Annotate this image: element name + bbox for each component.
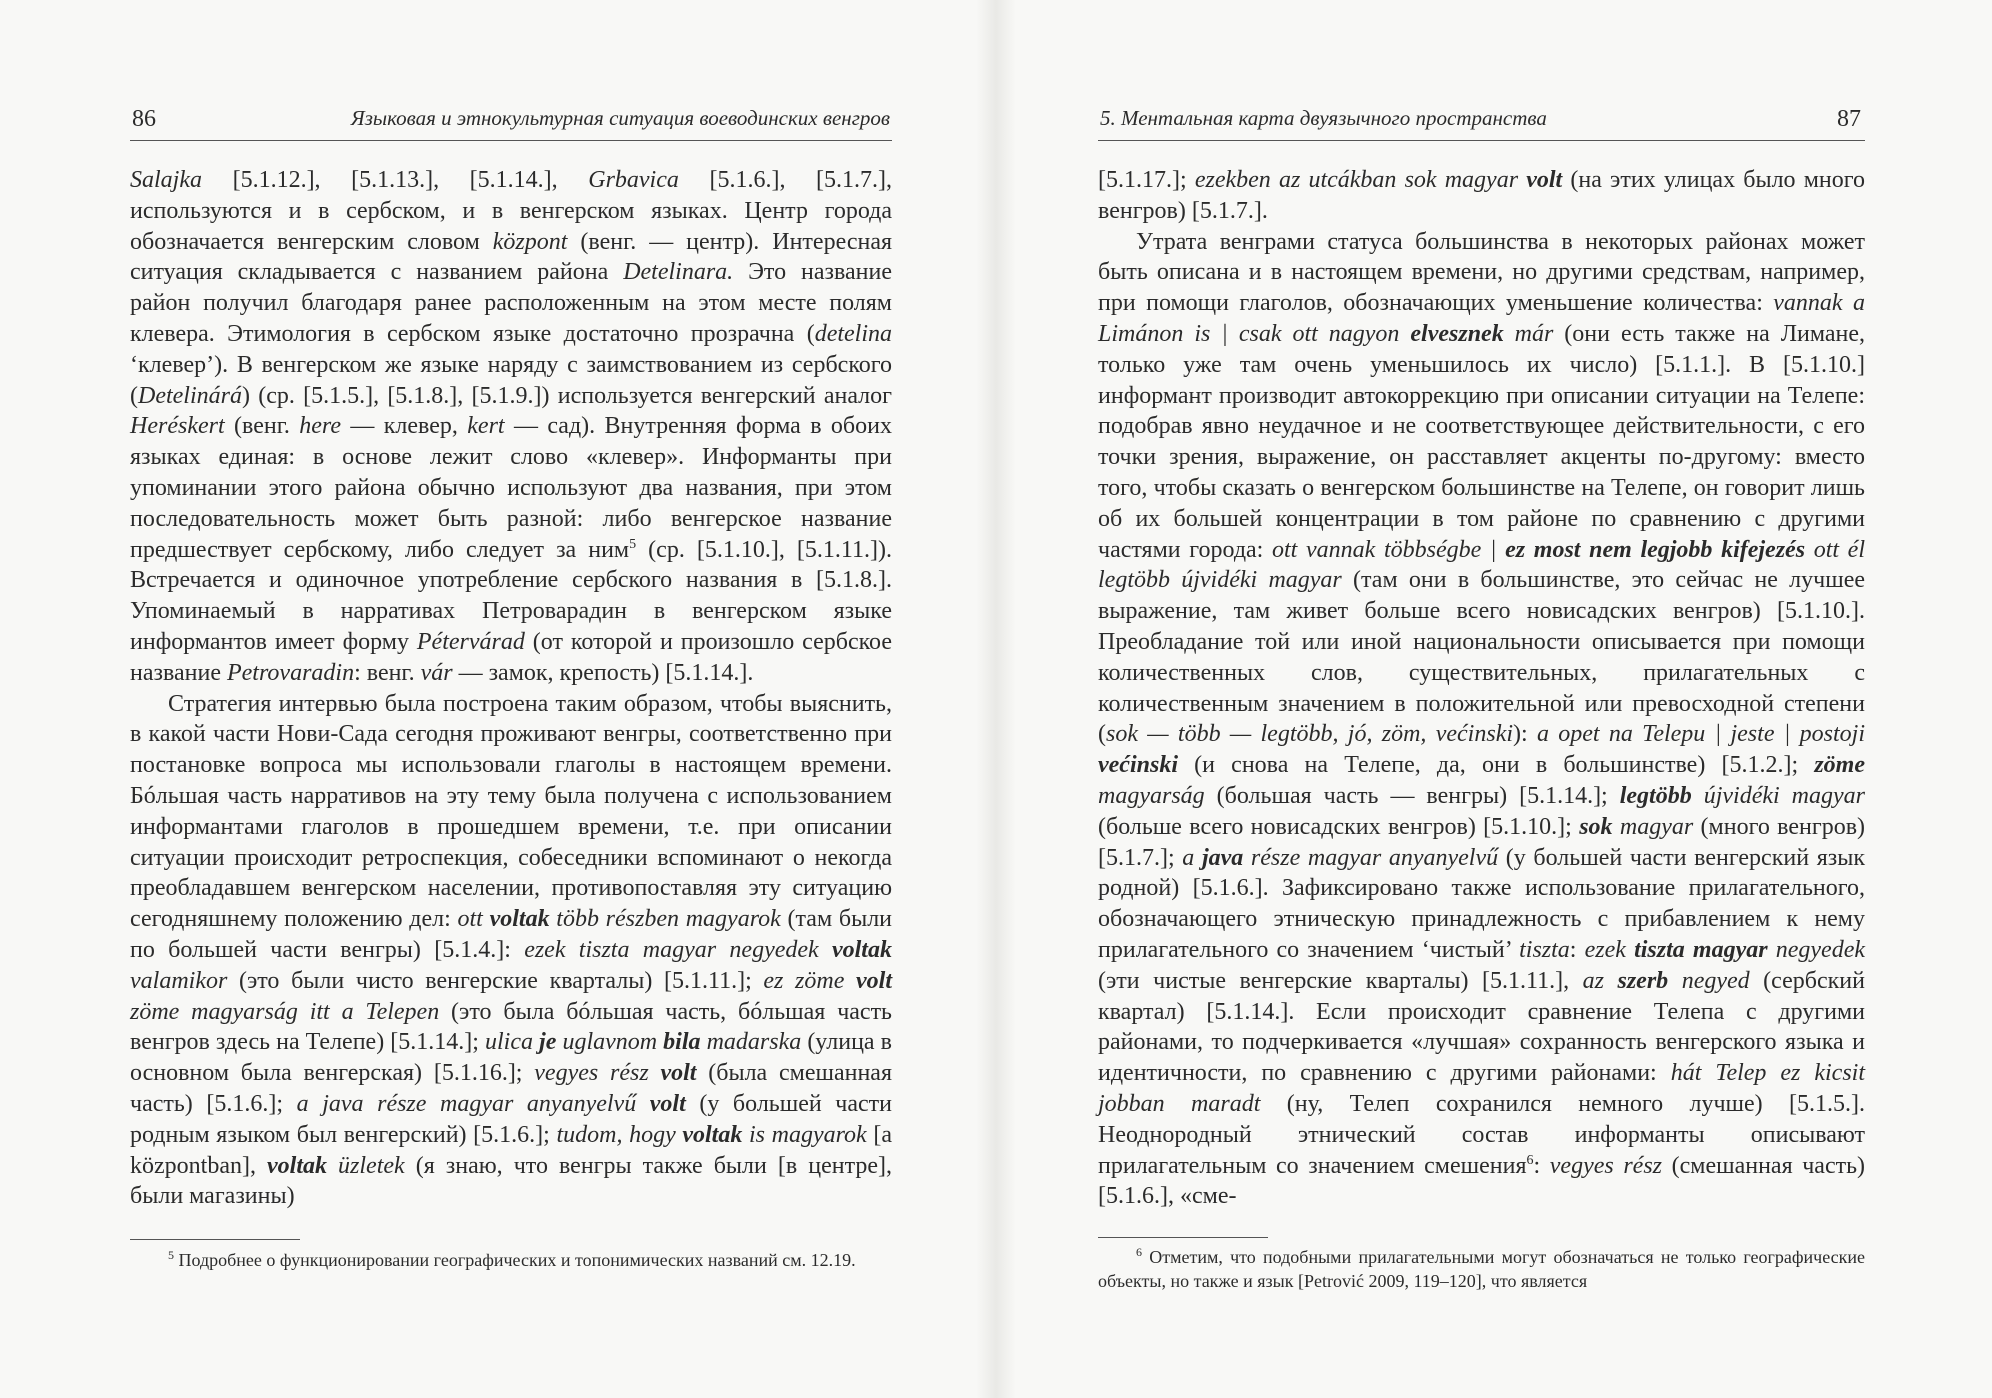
text-run: Отметим, что подобными прилагательными могут обозначаться не только географические объекты, но также и язык [Petrović 2009, 119–120], что является [1098,1247,1865,1291]
italic-example: valamikor [130,967,228,994]
italic-example: ott él legtöbb újvidéki magyar [1098,536,1865,594]
italic-example: ezek [1584,936,1635,963]
footnote-text [130,1248,892,1272]
italic-example: része magyar anyanyelvű [1243,844,1499,871]
italic-example: tudom, hogy [556,1121,683,1148]
bold-italic-example: zöme [1814,752,1865,779]
italic-example: uglavnom [556,1029,664,1056]
text-run: (от которой и произошло сербское название [130,628,892,686]
bold-italic-example: volt [660,1060,697,1087]
italic-example: vannak a Limánon is | csak ott nagyon [1098,290,1865,347]
text-run: [5.1.17.]; [1098,167,1195,193]
running-head [130,100,892,141]
text-run: Подробнее о функционировании географических и топонимических названий см. 12.19. [174,1250,856,1270]
text-run: (это была бóльшая часть, бóльшая часть венгров здесь на Телепе) [5.1.14.]; [130,998,893,1056]
bold-italic-example: voltak [682,1121,743,1148]
running-title: Языковая и этнокультурная ситуация воеводинских венгров [350,106,890,130]
text-run: (и снова на Телепе, да, они в большинстве) [5.1.2.]; [1177,752,1815,779]
text-run: (они есть также на Лимане, только уже там очень уменьшилось их число) [5.1.1.]. В [5.1.10.] информант производит автокоррекцию при описании ситуации на Телепе: подобрав явно неудачное и не соответствующее действительности, с его точки зрения, выражение, он расставляет акценты по-другому: вместо того, чтобы сказать о венгерском большинстве на Телепе, он говорит лишь об их большей концентрации в том районе по сравнению с другими частями города: [1098,320,1865,563]
text-run: ): [1513,721,1537,748]
italic-example: ott [457,906,490,933]
bold-italic-example: je [539,1029,557,1056]
italic-example: tiszta [1519,936,1570,963]
italic-example: Petrovaradin [226,659,355,686]
italic-example: Salajka [130,167,202,193]
bold-italic-example: legtöbb [1619,782,1692,809]
running-title: 5. Ментальная карта двуязычного пространства [1100,106,1547,130]
bold-italic-example: java [1201,844,1244,871]
paragraph [1098,165,1865,227]
text-run: (много венгров) [5.1.7.]; [1098,813,1866,871]
italic-example: ezekben az utcákban sok magyar [1194,167,1527,193]
italic-example: vár [420,659,453,686]
bold-italic-example: bila [663,1029,701,1056]
footnote-marker: 5 [629,536,637,552]
italic-example: vegyes rész [1549,1152,1663,1179]
text-run: (сербский квартал) [5.1.14.]. Если происходит сравнение Телепа с другими районами, то подчеркивается «лучшая» сохранность венгерского языка и идентичности, по сравнению с другими районами: [1098,967,1865,1087]
text-run: — сад). Внутренняя форма в обоих языках единая: в основе лежит слово «клевер». Информанты при упоминании этого района обычно используют два названия, при этом последовательность может быть разной: либо венгерское название предшествует сербскому, либо следует за ним [130,413,892,563]
italic-example: a [1182,844,1202,871]
body-text [1098,165,1865,1212]
bold-italic-example: voltak [267,1152,327,1179]
italic-example: madarska [700,1029,802,1056]
text-run: (там были по большей части венгры) [5.1.4.]: [130,906,893,963]
text-run: (у большей части венгерский язык родной) [5.1.6.]. Зафиксировано также использование прилагательного, обозначающего этническую принадлежность с прибавлением к нему прилагательного со значением ‘чистый’ [1098,844,1865,963]
italic-example: ulica [484,1029,540,1056]
text-run: : [1533,1152,1550,1179]
text-run: Стратегия интервью была построена таким образом, чтобы выяснить, в какой части Нови-Сада сегодня проживают венгры, соответственно при постановке вопроса мы использовали глаголы в настоящем времени. Бóльшая часть нарративов на эту тему была получена с использованием информантами глаголов в прошедшем времени, т.е. при описании ситуации происходит ретроспекция, собеседники вспоминают о некогда преобладавшем венгерском населении, противопоставляя эту ситуацию сегодняшнему положению дел: [130,690,892,933]
italic-example: negyedek [1767,936,1865,963]
text-run: (больше всего новисадских венгров) [5.1.10.]; [1098,813,1580,840]
page-number: 86 [132,106,156,132]
text-run: ) (ср. [5.1.5.], [5.1.8.], [5.1.9.]) используется венгерский аналог [241,382,892,409]
text-run: ‘клевер’). В венгерском же языке наряду с заимствованием из сербского ( [130,351,892,409]
italic-example: Detelinara. [623,259,734,286]
bold-italic-example: ez most nem legjobb kifejezés [1505,536,1806,563]
italic-example: ott vannak többségbe | [1272,536,1506,563]
footnote [130,1248,892,1272]
paragraph [1098,227,1865,1213]
italic-example: újvidéki magyar [1691,782,1865,809]
italic-example: is magyarok [742,1121,867,1148]
right-page [1098,0,1865,1398]
italic-example: már [1503,320,1554,347]
italic-example: üzletek [327,1152,405,1179]
italic-example: magyarság [1098,782,1205,809]
text-run: Это название район получил благодаря ранее расположенным на этом месте полям клевера. Этимология в сербском языке достаточно прозрачна ( [130,259,892,347]
footnote-marker: 6 [1136,1245,1142,1259]
italic-example: negyed [1668,967,1750,994]
text-run: [5.1.12.], [5.1.13.], [5.1.14.], [202,167,589,193]
italic-example: a opet na Telepu | jeste | postoji [1536,721,1865,748]
italic-example: kert [467,413,505,440]
italic-example: hát Telep ez kicsit jobban maradt [1098,1060,1865,1117]
footnote-rule [1098,1237,1268,1238]
italic-example: az [1582,967,1618,994]
text-run: (была смешанная часть) [5.1.6.]; [130,1060,892,1117]
italic-example: Grbavica [588,167,679,193]
running-head [1098,100,1865,141]
bold-italic-example: volt [649,1090,686,1117]
italic-example: Pétervárad [416,628,525,655]
italic-example: vegyes rész [534,1060,661,1087]
page-number: 87 [1837,106,1861,132]
bold-italic-example: volt [1526,167,1563,193]
text-run: : венг. [354,659,421,686]
text-run: (у большей части родным языком был венгерский) [5.1.6.]; [130,1090,893,1148]
text-run: (это были чисто венгерские кварталы) [5.1.11.]; [227,967,764,994]
bold-italic-example: szerb [1617,967,1669,994]
bold-italic-example: voltak [831,936,892,963]
text-run: (ср. [5.1.10.], [5.1.11.]). Встречается и одиночное употребление сербского названия в [5.1.8.]. Упоминаемый в нарративах Петроварадин в венгерском языке информантов имеет форму [130,536,892,655]
text-run: (венг. — центр). Интересная ситуация складывается с названием района [130,228,893,286]
paragraph [130,689,892,1213]
text-run: [a központban], [130,1121,892,1179]
text-run: (улица в основном была венгерская) [5.1.16.]; [130,1029,892,1087]
bold-italic-example: sok [1579,813,1613,840]
bold-italic-example: većinski [1098,752,1178,779]
text-run: — замок, крепость) [5.1.14.]. [452,659,754,686]
italic-example: több részben magyarok [549,906,781,933]
text-run: (там они в большинстве, это сейчас не лучшее выражение, там живет больше всего новисадских венгров) [5.1.10.]. Преобладание той или иной национальности описывается при помощи количественных слов, существительных, прилагательных с количественным значением в положительной или превосходной степени ( [1098,567,1865,748]
footnote-marker: 5 [168,1248,174,1262]
book-gutter [976,0,1016,1398]
italic-example: a java része magyar anyanyelvű [296,1090,650,1117]
text-run: (смешанная часть) [5.1.6.], «сме- [1098,1152,1866,1210]
italic-example: ez zöme [763,967,856,994]
italic-example: here [299,413,341,440]
text-run: (венг. [224,413,300,440]
bold-italic-example: elvesznek [1410,320,1504,347]
italic-example: sok — több — legtöbb, jó, zöm, većinski [1106,721,1514,748]
italic-example: központ [492,228,568,255]
text-run: (эти чистые венгерские кварталы) [5.1.11.], [1098,967,1583,994]
italic-example: detelina [814,320,892,347]
footnote-marker: 6 [1526,1152,1534,1168]
bold-italic-example: tiszta magyar [1634,936,1768,963]
italic-example: ezek tiszta magyar negyedek [524,936,832,963]
text-run: (я знаю, что венгры также были [в центре], были магазины) [130,1152,893,1210]
text-run: : [1569,936,1585,963]
italic-example: Heréskert [130,413,225,440]
text-run: Утрата венграми статуса большинства в некоторых районах может быть описана и в настоящем времени, но другими средствам, например, при помощи глаголов, обозначающих уменьшение количества: [1098,228,1865,317]
body-text [130,165,892,1212]
footnote-text [1098,1245,1865,1293]
bold-italic-example: volt [856,967,892,994]
left-page [130,0,892,1398]
text-run: (большая часть — венгры) [5.1.14.]; [1204,782,1620,809]
text-run: (на этих улицах было много венгров) [5.1.7.]. [1098,167,1866,224]
italic-example: magyar [1612,813,1694,840]
italic-example: zöme magyarság itt a Telepen [130,998,440,1025]
text-run: [5.1.6.], [5.1.7.], используются и в сербском, и в венгерском языках. Центр города обозначается венгерским словом [130,167,892,255]
text-run: — клевер, [341,413,468,440]
footnote-rule [130,1239,300,1240]
bold-italic-example: voltak [489,906,550,933]
text-run: (ну, Телеп сохранился немного лучше) [5.1.5.]. Неоднородный этнический состав информанты описывают прилагательным со значением смешения [1098,1090,1866,1179]
paragraph [130,165,892,689]
footnote [1098,1245,1865,1293]
italic-example: Detelinárá [138,382,242,409]
